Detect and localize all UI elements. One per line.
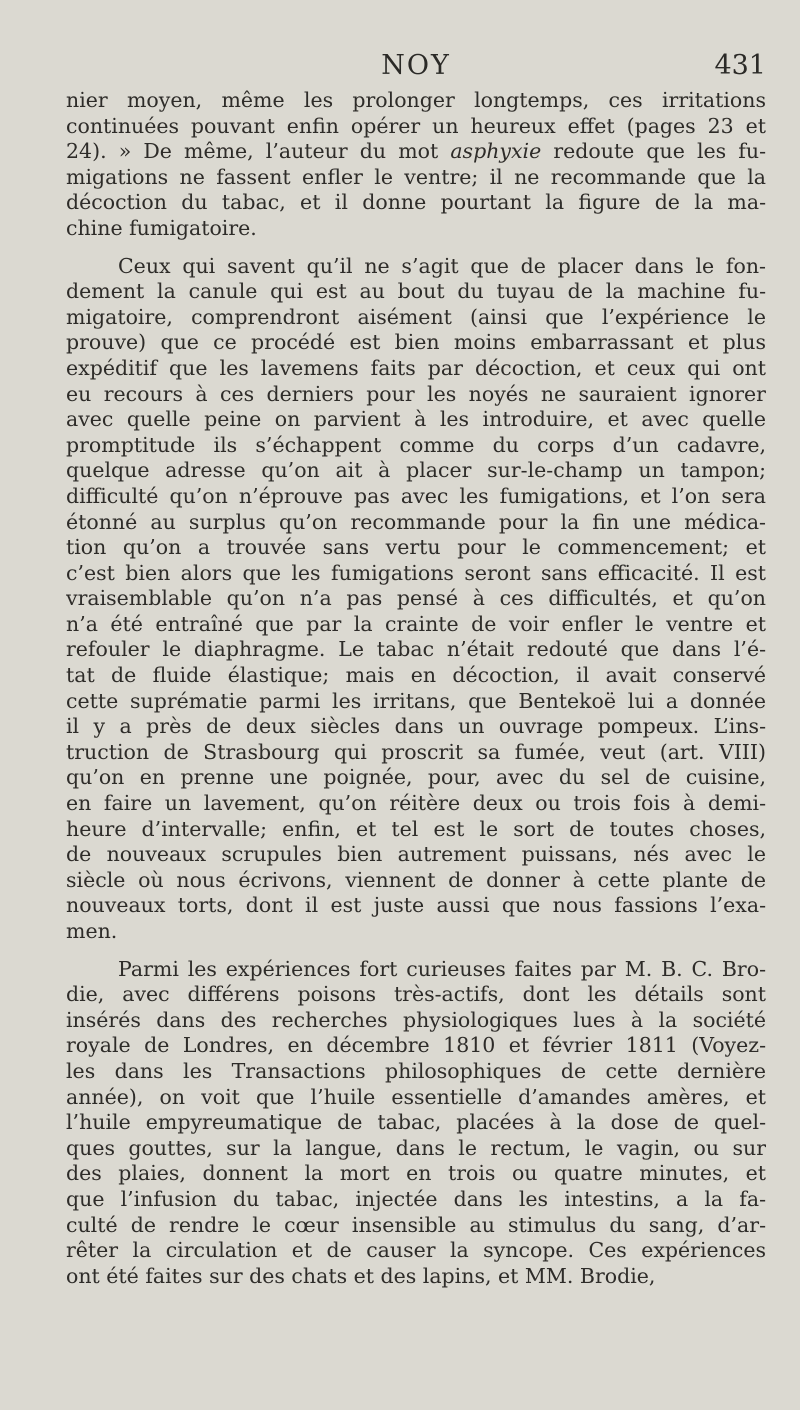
text-line: Parmi les expériences fort curieuses faites par M. B. C. Bro- (118, 956, 766, 981)
text-line: en faire un lavement, qu’on réitère deux ou trois fois à demi- (66, 791, 766, 816)
text-line: de nouveaux scrupules bien autrement puissans, nés avec le (66, 842, 766, 867)
text-line: des plaies, donnent la mort en trois ou quatre minutes, et (66, 1161, 766, 1186)
text-line: que l’infusion du tabac, injectée dans les intestins, a la fa- (66, 1186, 766, 1211)
text-line: siècle où nous écrivons, viennent de donner à cette plante de (66, 867, 766, 892)
page-header (66, 50, 766, 90)
text-line: chine fumigatoire. (66, 215, 257, 240)
text-line: qu’on en prenne une poignée, pour, avec du sel de cuisine, (66, 765, 766, 790)
text-line: promptitude ils s’échappent comme du corps d’un cadavre, (66, 432, 766, 457)
italic-term: asphyxie (450, 139, 542, 164)
text-line: étonné au surplus qu’on recommande pour la fin une médica- (66, 509, 766, 534)
text-line: Ceux qui savent qu’il ne s’agit que de placer dans le fon- (118, 253, 766, 278)
text-line: expéditif que les lavemens faits par décoction, et ceux qui ont (66, 355, 766, 380)
text-line: c’est bien alors que les fumigations seront sans efficacité. Il est (66, 560, 766, 585)
text-line: continuées pouvant enfin opérer un heureux effet (pages 23 et (66, 113, 766, 138)
paragraph (66, 957, 766, 1290)
text-line: truction de Strasbourg qui proscrit sa fumée, veut (art. VIII) (66, 739, 766, 764)
text-line: refouler le diaphragme. Le tabac n’était redouté que dans l’é- (66, 637, 766, 662)
text-line: il y a près de deux siècles dans un ouvrage pompeux. L’ins- (66, 714, 766, 739)
text-line: nouveaux torts, dont il est juste aussi que nous fassions l’exa- (66, 893, 766, 918)
text-line: ont été faites sur des chats et des lapins, et MM. Brodie, (66, 1263, 656, 1288)
text-line: cette suprématie parmi les irritans, que Bentekoë lui a donnée (66, 688, 766, 713)
text-line: tat de fluide élastique; mais en décoction, il avait conservé (66, 663, 766, 688)
text-line: avec quelle peine on parvient à les introduire, et avec quelle (66, 407, 766, 432)
text-line: eu recours à ces derniers pour les noyés ne sauraient ignorer (66, 381, 766, 406)
text-line: les dans les Transactions philosophiques de cette dernière (66, 1058, 766, 1083)
text-line: n’a été entraîné que par la crainte de voir enfler le ventre et (66, 611, 766, 636)
text-line: l’huile empyreumatique de tabac, placées à la dose de quel- (66, 1110, 766, 1135)
paragraph (66, 254, 766, 945)
paragraph (66, 88, 766, 242)
text-line: insérés dans des recherches physiologiques lues à la société (66, 1007, 766, 1032)
text-line: prouve) que ce procédé est bien moins embarrassant et plus (66, 330, 766, 355)
text-line: difficulté qu’on n’éprouve pas avec les fumigations, et l’on sera (66, 483, 766, 508)
paragraph-gap (66, 945, 766, 957)
text-line: tion qu’on a trouvée sans vertu pour le commencement; et (66, 535, 766, 560)
text-line: quelque adresse qu’on ait à placer sur-le-champ un tampon; (66, 458, 766, 483)
text-line: dement la canule qui est au bout du tuyau de la machine fu- (66, 279, 766, 304)
text-line: culté de rendre le cœur insensible au stimulus du sang, d’ar- (66, 1212, 766, 1237)
text-line: migations ne fassent enfler le ventre; il ne recommande que la (66, 164, 766, 189)
text-line: année), on voit que l’huile essentielle d’amandes amères, et (66, 1084, 766, 1109)
text-line: men. (66, 919, 118, 943)
paragraph-gap (66, 242, 766, 254)
text-line: die, avec différens poisons très-actifs, dont les détails sont (66, 982, 766, 1007)
running-head: NOY (381, 50, 451, 81)
text-line: nier moyen, même les prolonger longtemps, ces irritations (66, 88, 766, 112)
text-line: ques gouttes, sur la langue, dans le rectum, le vagin, ou sur (66, 1135, 766, 1160)
text-line: vraisemblable qu’on n’a pas pensé à ces difficultés, et qu’on (66, 586, 766, 611)
page-number: 431 (714, 50, 766, 81)
text-line: rêter la circulation et de causer la syncope. Ces expériences (66, 1238, 766, 1263)
text-line: 24). » De même, l’auteur du mot asphyxie redoute que les fu- (66, 139, 766, 164)
body-text (66, 88, 766, 1289)
text-line: décoction du tabac, et il donne pourtant la figure de la ma- (66, 190, 766, 215)
text-line: migatoire, comprendront aisément (ainsi que l’expérience le (66, 304, 766, 329)
text-line: royale de Londres, en décembre 1810 et février 1811 (Voyez- (66, 1033, 766, 1058)
text-line: heure d’intervalle; enfin, et tel est le sort de toutes choses, (66, 816, 766, 841)
